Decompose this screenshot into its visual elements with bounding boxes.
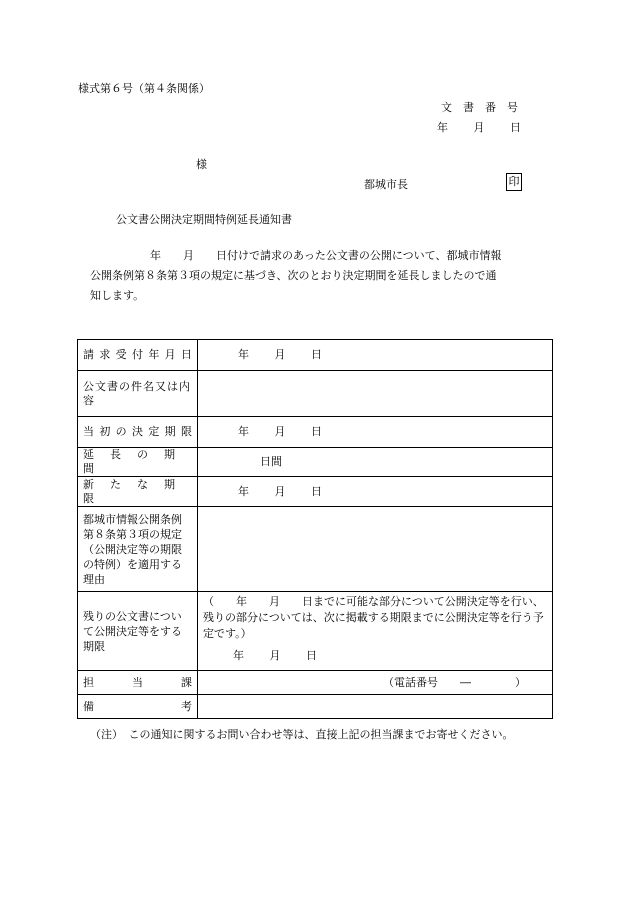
label-request-date bbox=[78, 340, 198, 371]
value-remarks bbox=[198, 695, 553, 719]
document-title: 公文書公開決定期間特例延長通知書 bbox=[116, 213, 292, 226]
remaining-date bbox=[203, 648, 547, 664]
value-remaining bbox=[198, 592, 553, 671]
date-year: 年 bbox=[437, 121, 448, 134]
cell-day: 日 bbox=[306, 649, 317, 662]
cell-day: 日 bbox=[311, 425, 322, 438]
row-new-deadline bbox=[78, 477, 553, 507]
label-text: 請 求 受 付 年 月 日 bbox=[83, 348, 192, 361]
remaining-text: （ 年 月 日までに可能な部分について公開決定等を行い、残りの部分については、次に掲載する期限までに公開決定等を行う予定です。） bbox=[203, 595, 544, 640]
body-line-3: 知します。 bbox=[90, 289, 145, 302]
form-id: 様式第６号（第４条関係） bbox=[78, 82, 210, 95]
official-seal: 印 bbox=[506, 173, 522, 191]
label-text: 備 考 bbox=[83, 699, 192, 713]
row-subject bbox=[78, 371, 553, 417]
label-remaining bbox=[78, 592, 198, 671]
label-remarks bbox=[78, 695, 198, 719]
extension-days: 日間 bbox=[260, 455, 282, 468]
date-line bbox=[437, 119, 521, 135]
cell-day: 日 bbox=[311, 348, 322, 361]
value-department bbox=[198, 671, 553, 695]
value-reason bbox=[198, 507, 553, 592]
body-line-2: 公開条例第８条第３項の規定に基づき、次のとおり決定期間を延長しましたので通 bbox=[90, 269, 497, 282]
issuer: 都城市長 bbox=[364, 178, 408, 191]
label-text: 公文書の件名又は内容 bbox=[83, 379, 191, 407]
cell-day: 日 bbox=[311, 484, 322, 498]
label-text: 担 当 課 bbox=[83, 675, 192, 689]
label-reason bbox=[78, 507, 198, 592]
label-subject bbox=[78, 371, 198, 417]
row-original-deadline bbox=[78, 417, 553, 448]
label-text: 残りの公文書について公開決定等をする期限 bbox=[83, 609, 182, 653]
row-reason bbox=[78, 507, 553, 592]
label-extension bbox=[78, 448, 198, 477]
value-original-deadline bbox=[198, 417, 553, 448]
cell-month: 月 bbox=[274, 484, 286, 498]
date-month: 月 bbox=[473, 121, 485, 134]
label-original-deadline bbox=[78, 417, 198, 448]
row-request-date bbox=[78, 340, 553, 371]
label-new-deadline bbox=[78, 477, 198, 507]
row-department bbox=[78, 671, 553, 695]
value-subject bbox=[198, 371, 553, 417]
phone-number: （電話番号 ― ） bbox=[383, 675, 526, 689]
label-text: 都城市情報公開条例第８条第３項の規定（公開決定等の期限の特例）を適用する理由 bbox=[83, 512, 182, 586]
cell-month: 月 bbox=[274, 425, 286, 438]
notice-table bbox=[77, 339, 553, 719]
cell-year: 年 bbox=[238, 348, 249, 361]
value-extension bbox=[198, 448, 553, 477]
doc-number-label: 文 書 番 号 bbox=[441, 101, 518, 114]
value-request-date bbox=[198, 340, 553, 371]
row-extension bbox=[78, 448, 553, 477]
label-department bbox=[78, 671, 198, 695]
addressee-suffix: 様 bbox=[196, 158, 207, 171]
cell-year: 年 bbox=[238, 484, 249, 498]
row-remarks bbox=[78, 695, 553, 719]
cell-month: 月 bbox=[274, 348, 286, 361]
row-remaining bbox=[78, 592, 553, 671]
label-text: 新たな期限 bbox=[83, 477, 191, 505]
footnote: （注） この通知に関するお問い合わせ等は、直接上記の担当課までお寄せください。 bbox=[90, 728, 514, 741]
label-text: 当 初 の 決 定 期 限 bbox=[83, 425, 192, 438]
cell-month: 月 bbox=[269, 649, 281, 662]
date-day: 日 bbox=[510, 121, 521, 134]
body-line-1: 年 月 日付けで請求のあった公文書の公開について、都城市情報 bbox=[150, 249, 502, 262]
label-text: 延長の期間 bbox=[83, 448, 191, 475]
value-new-deadline bbox=[198, 477, 553, 507]
body-paragraph bbox=[90, 246, 552, 306]
cell-year: 年 bbox=[233, 649, 244, 662]
cell-year: 年 bbox=[238, 425, 249, 438]
